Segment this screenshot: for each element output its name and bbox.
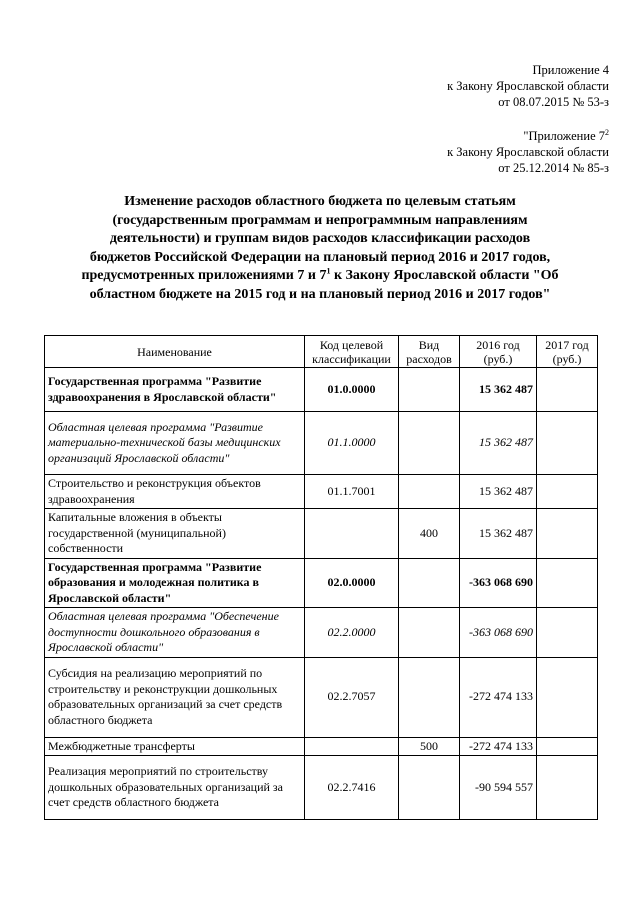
kind-cell <box>399 608 460 658</box>
kind-cell <box>399 756 460 820</box>
name-cell: Государственная программа "Развитие образования и молодежная политика в Ярославской области" <box>45 558 305 608</box>
name-cell: Капитальные вложения в объекты государственной (муниципальной) собственности <box>45 509 305 559</box>
amended-appendix-header <box>447 128 609 176</box>
amount-2017-cell <box>537 509 598 559</box>
kind-cell <box>399 657 460 737</box>
document-title: Изменение расходов областного бюджета по целевым статьям (государственным программам и непрограммным направлениям деятельности) и группам видов расходов классификации расходов бюджетов Российской Федерации на плановый период 2016 и 2017 годов, предусмотренных приложениями 7 и $7^1$ к Закону Ярославской области "Об областном бюджете на 2015 год и на плановый период 2016 и 2017 годов" <box>81 194 559 302</box>
amount-2016-cell: -363 068 690 <box>460 558 537 608</box>
code-cell: 01.0.0000 <box>305 368 399 412</box>
amount-2017-cell <box>537 756 598 820</box>
amount-2017-cell <box>537 608 598 658</box>
amount-2017-cell <box>537 475 598 509</box>
appendix-header <box>447 62 609 110</box>
amount-2017-cell <box>537 412 598 475</box>
kind-cell: 500 <box>399 737 460 756</box>
name-cell: Государственная программа "Развитие здравоохранения в Ярославской области" <box>45 368 305 412</box>
table-row <box>45 412 598 475</box>
amount-2016-cell: 15 362 487 <box>460 509 537 559</box>
appendix-line: "Приложение $7^2$ <box>523 127 609 143</box>
amount-2017-cell <box>537 737 598 756</box>
code-cell <box>305 737 399 756</box>
kind-cell: 400 <box>399 509 460 559</box>
table-header-row <box>45 336 598 368</box>
kind-cell <box>399 368 460 412</box>
law-date: от 08.07.2015 № 53-з <box>498 95 609 109</box>
column-header-2016: 2016 год (руб.) <box>460 336 537 368</box>
appendix-line: Приложение 4 <box>532 63 609 77</box>
table-row <box>45 475 598 509</box>
kind-cell <box>399 558 460 608</box>
table-row <box>45 737 598 756</box>
amount-2017-cell <box>537 657 598 737</box>
table-row <box>45 558 598 608</box>
amount-2016-cell: 15 362 487 <box>460 368 537 412</box>
column-header-kind: Вид расходов <box>399 336 460 368</box>
table-row <box>45 509 598 559</box>
column-header-code: Код целевой классификации <box>305 336 399 368</box>
code-cell: 02.2.7057 <box>305 657 399 737</box>
law-reference: к Закону Ярославской области <box>447 79 609 93</box>
column-header-name: Наименование <box>45 336 305 368</box>
amount-2016-cell: -272 474 133 <box>460 737 537 756</box>
name-cell: Субсидия на реализацию мероприятий по строительству и реконструкции дошкольных образовательных организаций за счет средств областного бюджета <box>45 657 305 737</box>
name-cell: Реализация мероприятий по строительству дошкольных образовательных организаций за счет средств областного бюджета <box>45 756 305 820</box>
name-cell: Межбюджетные трансферты <box>45 737 305 756</box>
name-cell: Областная целевая программа "Обеспечение доступности дошкольного образования в Ярославской области" <box>45 608 305 658</box>
amount-2016-cell: 15 362 487 <box>460 475 537 509</box>
table-row <box>45 657 598 737</box>
law-reference: к Закону Ярославской области <box>447 145 609 159</box>
code-cell: 02.2.7416 <box>305 756 399 820</box>
kind-cell <box>399 475 460 509</box>
table-row <box>45 608 598 658</box>
table-row <box>45 368 598 412</box>
code-cell: 01.1.0000 <box>305 412 399 475</box>
amount-2016-cell: -90 594 557 <box>460 756 537 820</box>
amount-2017-cell <box>537 368 598 412</box>
amount-2016-cell: -272 474 133 <box>460 657 537 737</box>
kind-cell <box>399 412 460 475</box>
name-cell: Строительство и реконструкция объектов здравоохранения <box>45 475 305 509</box>
superscript: 2 <box>605 127 609 137</box>
code-cell: 02.0.0000 <box>305 558 399 608</box>
code-cell <box>305 509 399 559</box>
law-date: от 25.12.2014 № 85-з <box>498 161 609 175</box>
code-cell: 01.1.7001 <box>305 475 399 509</box>
column-header-2017: 2017 год (руб.) <box>537 336 598 368</box>
table-row <box>45 756 598 820</box>
amount-2016-cell: 15 362 487 <box>460 412 537 475</box>
code-cell: 02.2.0000 <box>305 608 399 658</box>
expenditure-table <box>44 335 598 820</box>
superscript: 1 <box>326 266 331 276</box>
amount-2017-cell <box>537 558 598 608</box>
name-cell: Областная целевая программа "Развитие материально-технической базы медицинских организаций Ярославской области" <box>45 412 305 475</box>
amount-2016-cell: -363 068 690 <box>460 608 537 658</box>
